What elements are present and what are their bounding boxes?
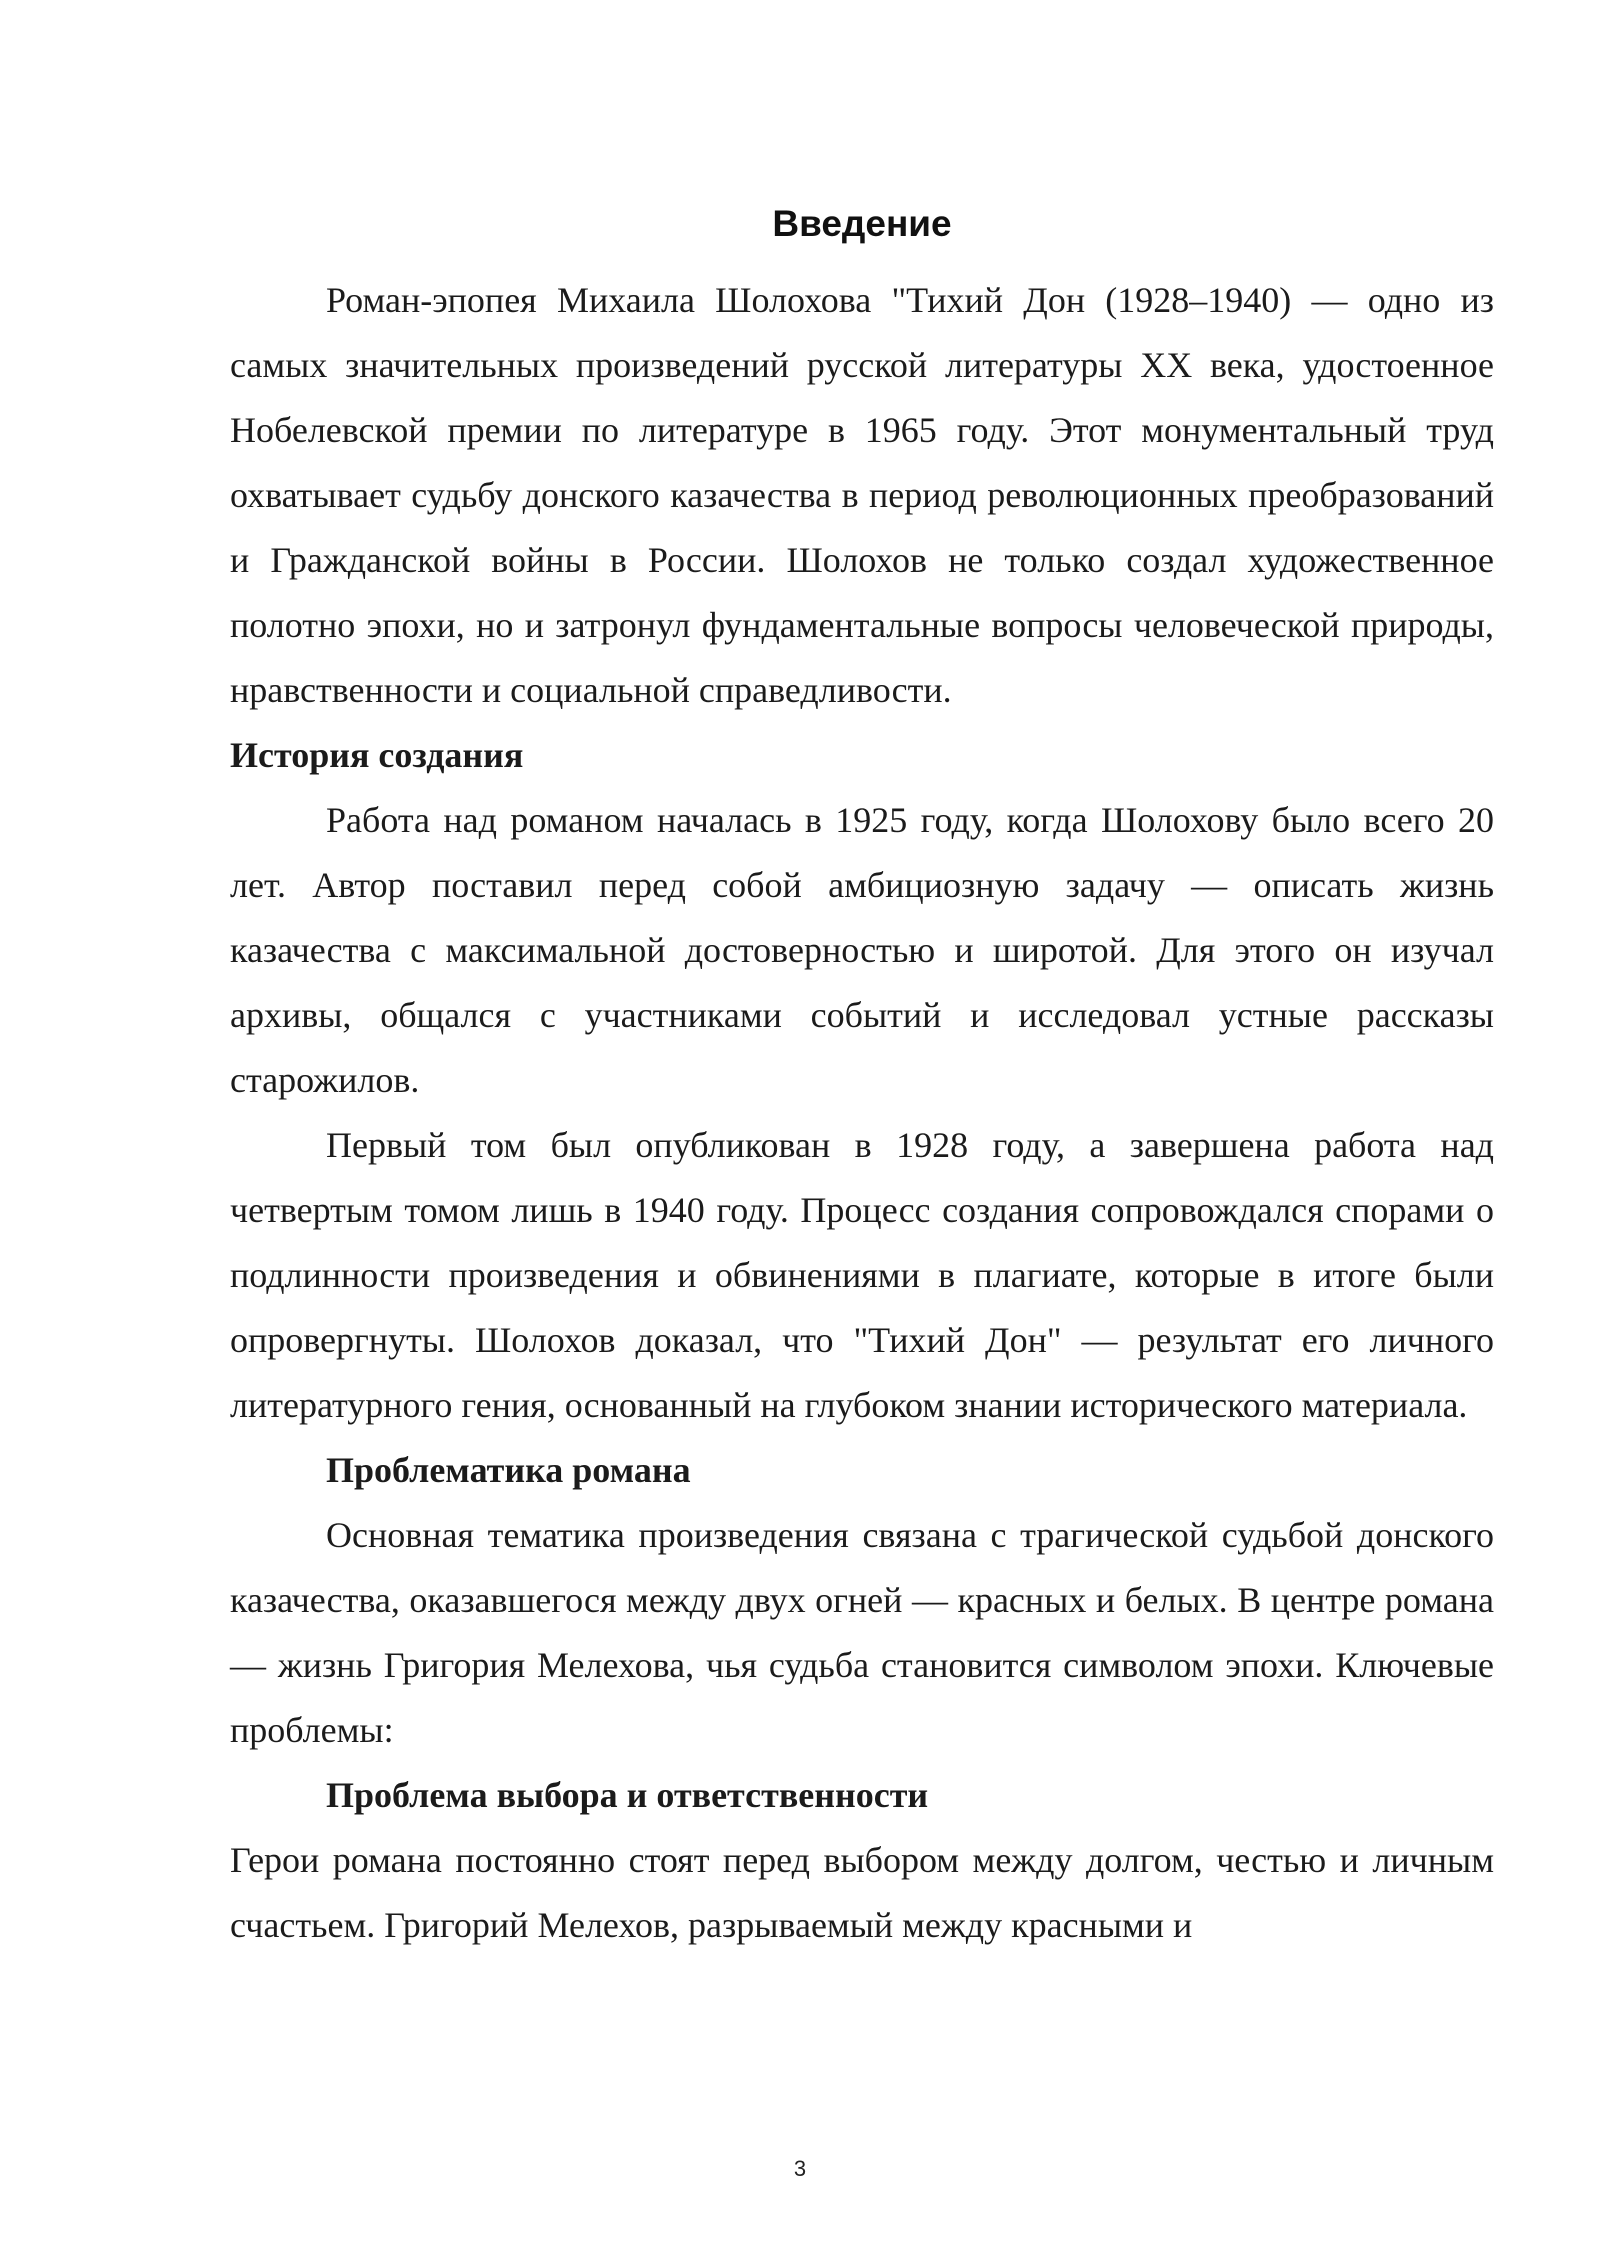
section-heading-problems: Проблематика романа [326,1450,691,1490]
page-number: 3 [793,2156,807,2181]
intro-paragraph: Роман-эпопея Михаила Шолохова "Тихий Дон (1928–1940) — одно из самых значительных произведений русской литературы XX века, удостоенное Нобелевской премии по литературе в 1965 году. Этот монументальный труд охватывает судьбу донского казачества в период революционных преобразований и Гражданской войны в России. Шолохов не только создал художественное полотно эпохи, но и затронул фундаментальные вопросы человеческой природы, нравственности и социальной справедливости. [230,280,1494,710]
history-paragraph-2: Первый том был опубликован в 1928 году, а завершена работа над четвертым томом лишь в 1940 году. Процесс создания сопровождался спорами о подлинности произведения и обвинениями в плагиате, которые в итоге были опровергнуты. Шолохов доказал, что "Тихий Дон" — результат его личного литературного гения, основанный на глубоком знании исторического материала. [230,1125,1494,1425]
document-body [230,180,1494,1958]
history-paragraph-1: Работа над романом началась в 1925 году, когда Шолохову было всего 20 лет. Автор поставил перед собой амбициозную задачу — описать жизнь казачества с максимальной достоверностью и широтой. Для этого он изучал архивы, общался с участниками событий и исследовал устные рассказы старожилов. [230,800,1494,1100]
problems-paragraph: Основная тематика произведения связана с трагической судьбой донского казачества, оказавшегося между двух огней — красных и белых. В центре романа — жизнь Григория Мелехова, чья судьба становится символом эпохи. Ключевые проблемы: [230,1515,1494,1750]
page-title: Введение [772,203,952,244]
section-heading-history: История создания [230,735,524,775]
choice-paragraph: Герои романа постоянно стоят перед выбором между долгом, честью и личным счастьем. Григорий Мелехов, разрываемый между красными и [230,1840,1494,1945]
section-heading-choice: Проблема выбора и ответственности [326,1775,929,1815]
